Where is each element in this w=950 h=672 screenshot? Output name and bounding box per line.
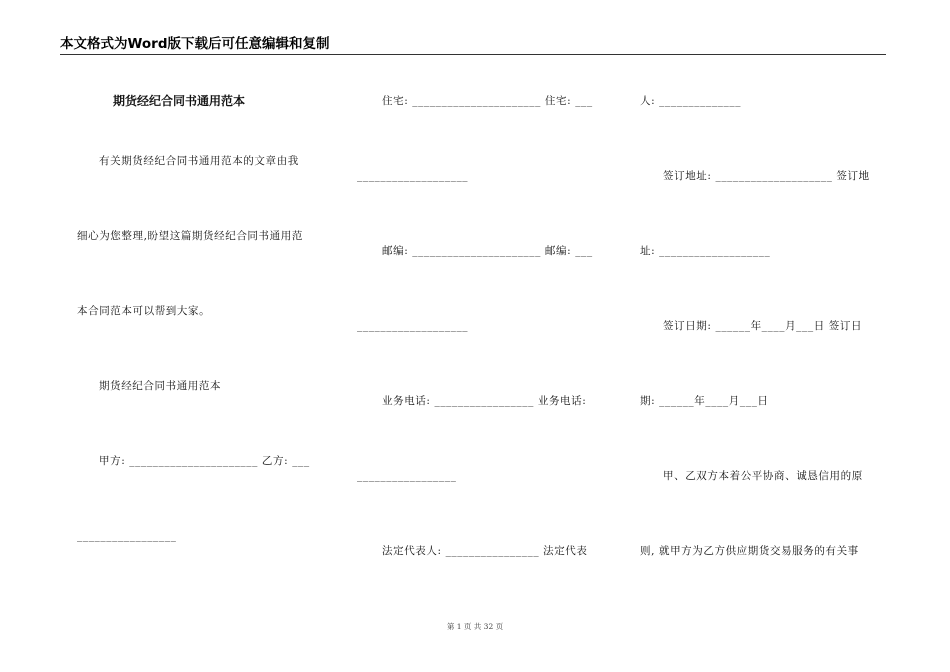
text-column-1 (77, 0, 322, 672)
text-line: 邮编: ______________________ 邮编: ___ (382, 245, 593, 257)
text-line: ___________________ (357, 320, 469, 332)
document-header: 本文格式为Word版下载后可任意编辑和复制 (60, 36, 886, 55)
text-line: 本合同范本可以帮到大家。 (77, 305, 211, 317)
text-line: ___________________ (357, 170, 469, 182)
text-column-3 (640, 0, 880, 672)
text-line: _________________ (77, 530, 177, 542)
text-line: 甲方: ______________________ 乙方: ___ (99, 455, 310, 467)
page-number: 第 1 页 共 32 页 (446, 622, 504, 631)
text-line: 甲、乙双方本着公平协商、诚恳信用的原 (663, 470, 863, 482)
text-line: 细心为您整理,盼望这篇期货经纪合同书通用范 (77, 230, 303, 242)
text-line: 期: ______年____月___日 (640, 395, 769, 407)
text-line: 签订日期: ______年____月___日 签订日 (663, 320, 863, 332)
text-line: 签订地址: ____________________ 签订地 (663, 170, 870, 182)
text-line: 法定代表人: ________________ 法定代表 (382, 545, 588, 557)
text-line: 期货经纪合同书通用范本 (99, 380, 222, 392)
text-line: _________________ (357, 470, 457, 482)
text-line: 人: ______________ (640, 95, 742, 107)
text-line: 则, 就甲方为乙方供应期货交易服务的有关事 (640, 545, 859, 557)
document-title: 期货经纪合同书通用范本 (113, 94, 246, 108)
text-line: 有关期货经纪合同书通用范本的文章由我 (99, 155, 299, 167)
text-line: 住宅: ______________________ 住宅: ___ (382, 95, 593, 107)
text-column-2 (357, 0, 602, 672)
text-line: 业务电话: _________________ 业务电话: (382, 395, 587, 407)
text-line: 址: ___________________ (640, 245, 771, 257)
